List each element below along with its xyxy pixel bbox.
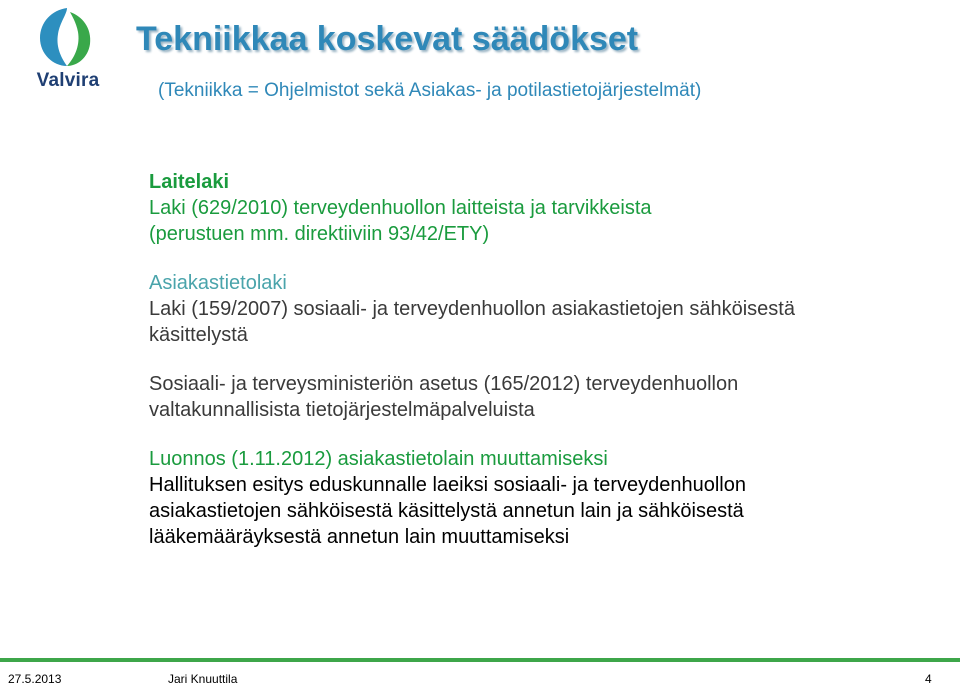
section-line: Hallituksen esitys eduskunnalle laeiksi sosiaali- ja terveydenhuollon: [149, 474, 746, 496]
footer-date: 27.5.2013: [8, 672, 62, 686]
slide-content: [149, 169, 939, 573]
section-line: (perustuen mm. direktiiviin 93/42/ETY): [149, 223, 490, 245]
footer-rule: [0, 658, 960, 662]
page-subtitle: (Tekniikka = Ohjelmistot sekä Asiakas- ja potilastietojärjestelmät): [158, 80, 702, 101]
section-heading: Laitelaki: [149, 171, 230, 193]
section-line: asiakastietojen sähköisestä käsittelystä annetun lain ja sähköisestä: [149, 500, 744, 522]
section-line: Sosiaali- ja terveysministeriön asetus (165/2012) terveydenhuollon: [149, 373, 739, 395]
page-title: Tekniikkaa koskevat säädökset: [136, 20, 639, 58]
section-asetus: [149, 371, 939, 423]
section-heading: Asiakastietolaki: [149, 272, 287, 294]
section-luonnos: [149, 446, 939, 550]
footer-author: Jari Knuuttila: [168, 672, 238, 686]
section-line: Laki (629/2010) terveydenhuollon laitteista ja tarvikkeista: [149, 197, 652, 219]
valvira-leaf-icon: [22, 4, 112, 74]
section-heading: Luonnos (1.11.2012) asiakastietolain muuttamiseksi: [149, 448, 608, 470]
section-line: valtakunnallisista tietojärjestelmäpalveluista: [149, 399, 535, 421]
section-line: Laki (159/2007) sosiaali- ja terveydenhuollon asiakastietojen sähköisestä: [149, 298, 795, 320]
section-asiakastietolaki: [149, 270, 939, 348]
section-line: lääkemääräyksestä annetun lain muuttamiseksi: [149, 526, 570, 548]
logo-text: Valvira: [36, 70, 100, 91]
section-line: käsittelystä: [149, 324, 248, 346]
valvira-logo: [22, 4, 112, 96]
page-number: 4: [925, 672, 932, 686]
section-laitelaki: [149, 169, 939, 247]
